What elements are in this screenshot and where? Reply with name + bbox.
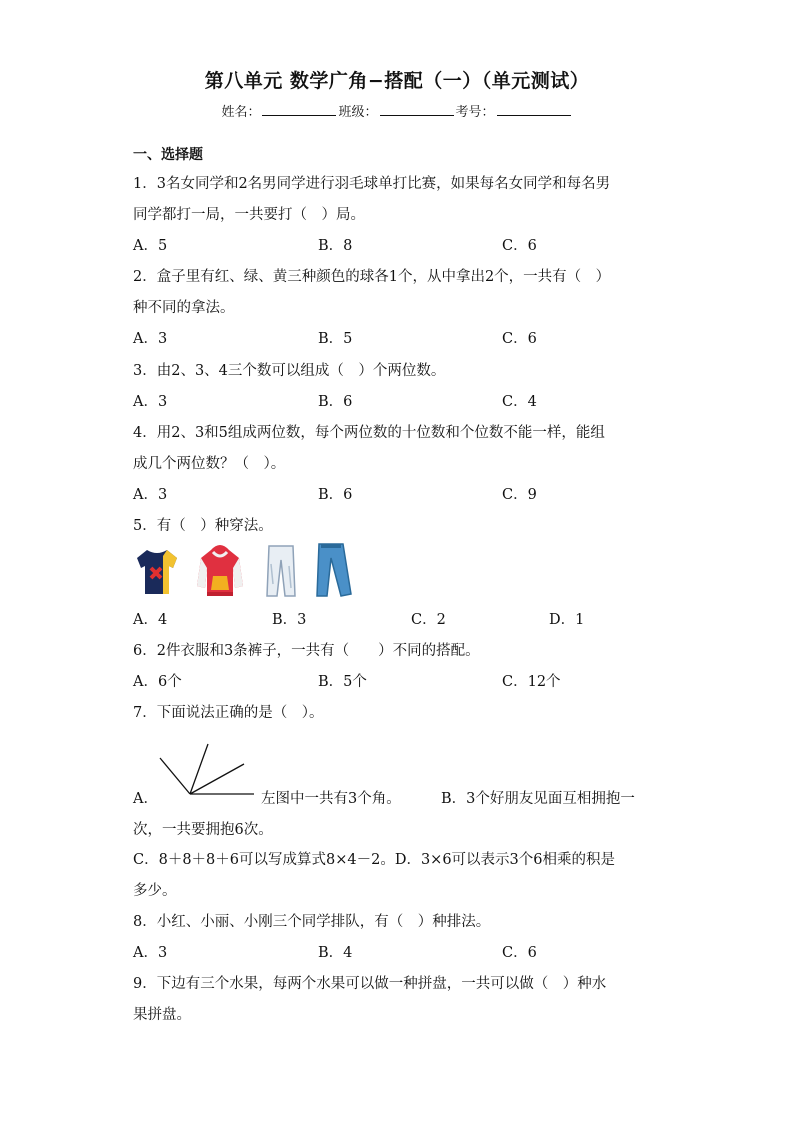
tshirt-icon [133, 546, 181, 596]
q1-option-c[interactable]: C．6 [502, 238, 537, 254]
q4-option-a[interactable]: A．3 [133, 487, 168, 503]
q4-option-c[interactable]: C．9 [502, 487, 537, 503]
q3-option-a[interactable]: A．3 [133, 394, 168, 410]
q6-option-a[interactable]: A．6个 [133, 674, 182, 690]
q8-option-c[interactable]: C．6 [502, 945, 537, 961]
q9-line2: 果拼盘。 [133, 1007, 191, 1023]
q5-option-d[interactable]: D．1 [549, 612, 585, 628]
q2-option-b[interactable]: B．5 [318, 331, 353, 347]
white-pants-icon [263, 544, 299, 598]
page-title: 第八单元 数学广角−搭配（一）（单元测试） [204, 70, 590, 92]
q3-option-c[interactable]: C．4 [502, 394, 537, 410]
exam-label: 考号： [455, 105, 495, 120]
q1-line1: 1．3名女同学和2名男同学进行羽毛球单打比赛，如果每名女同学和每名男 [133, 176, 611, 192]
name-blank[interactable] [262, 103, 336, 116]
student-info-row [0, 101, 794, 120]
q8-option-a[interactable]: A．3 [133, 945, 168, 961]
q1-option-a[interactable]: A．5 [133, 238, 168, 254]
q2-line1: 2．盒子里有红、绿、黄三种颜色的球各1个，从中拿出2个，一共有（ ） [133, 269, 611, 285]
q7-option-b-text[interactable]: B．3个好朋友见面互相拥抱一 [441, 791, 635, 807]
q6-line1: 6．2件衣服和3条裤子，一共有（ ）不同的搭配。 [133, 643, 480, 659]
q2-option-a[interactable]: A．3 [133, 331, 168, 347]
hoodie-icon [195, 542, 245, 598]
section-title: 一、选择题 [133, 147, 203, 163]
name-label: 姓名： [221, 105, 261, 120]
angle-diagram [156, 742, 258, 798]
q7-line4: C．8＋8＋8＋6可以写成算式8×4－2。D．3×6可以表示3个6相乘的积是 [133, 852, 615, 868]
q3-line1: 3．由2、3、4三个数可以组成（ ）个两位数。 [133, 363, 446, 379]
q8-option-b[interactable]: B．4 [318, 945, 353, 961]
q7-line1: 7．下面说法正确的是（ ）。 [133, 705, 324, 721]
q7-option-a-prefix[interactable]: A． [133, 791, 158, 807]
q5-line1: 5．有（ ）种穿法。 [133, 518, 273, 534]
q9-line1: 9．下边有三个水果，每两个水果可以做一种拼盘，一共可以做（ ）种水 [133, 976, 607, 992]
q4-line2: 成几个两位数？（ ）。 [133, 456, 286, 472]
q2-option-c[interactable]: C．6 [502, 331, 537, 347]
q4-option-b[interactable]: B．6 [318, 487, 353, 503]
q8-line1: 8．小红、小丽、小刚三个同学排队，有（ ）种排法。 [133, 914, 491, 930]
blue-jeans-icon [313, 542, 353, 598]
q4-line1: 4．用2、3和5组成两位数，每个两位数的十位数和个位数不能一样，能组 [133, 425, 605, 441]
exam-blank[interactable] [497, 103, 571, 116]
q6-option-b[interactable]: B．5个 [318, 674, 367, 690]
q7-option-a-text[interactable]: 左图中一共有3个角。 [261, 791, 401, 807]
q5-option-b[interactable]: B．3 [272, 612, 307, 628]
q5-option-c[interactable]: C．2 [411, 612, 446, 628]
q7-line5: 多少。 [133, 883, 177, 899]
class-label: 班级： [338, 105, 378, 120]
q5-option-a[interactable]: A．4 [133, 612, 168, 628]
class-blank[interactable] [380, 103, 454, 116]
q2-line2: 种不同的拿法。 [133, 300, 235, 316]
q7-line3: 次，一共要拥抱6次。 [133, 822, 273, 838]
q1-line2: 同学都打一局，一共要打（ ）局。 [133, 207, 365, 223]
q6-option-c[interactable]: C．12个 [502, 674, 561, 690]
q1-option-b[interactable]: B．8 [318, 238, 353, 254]
q3-option-b[interactable]: B．6 [318, 394, 353, 410]
